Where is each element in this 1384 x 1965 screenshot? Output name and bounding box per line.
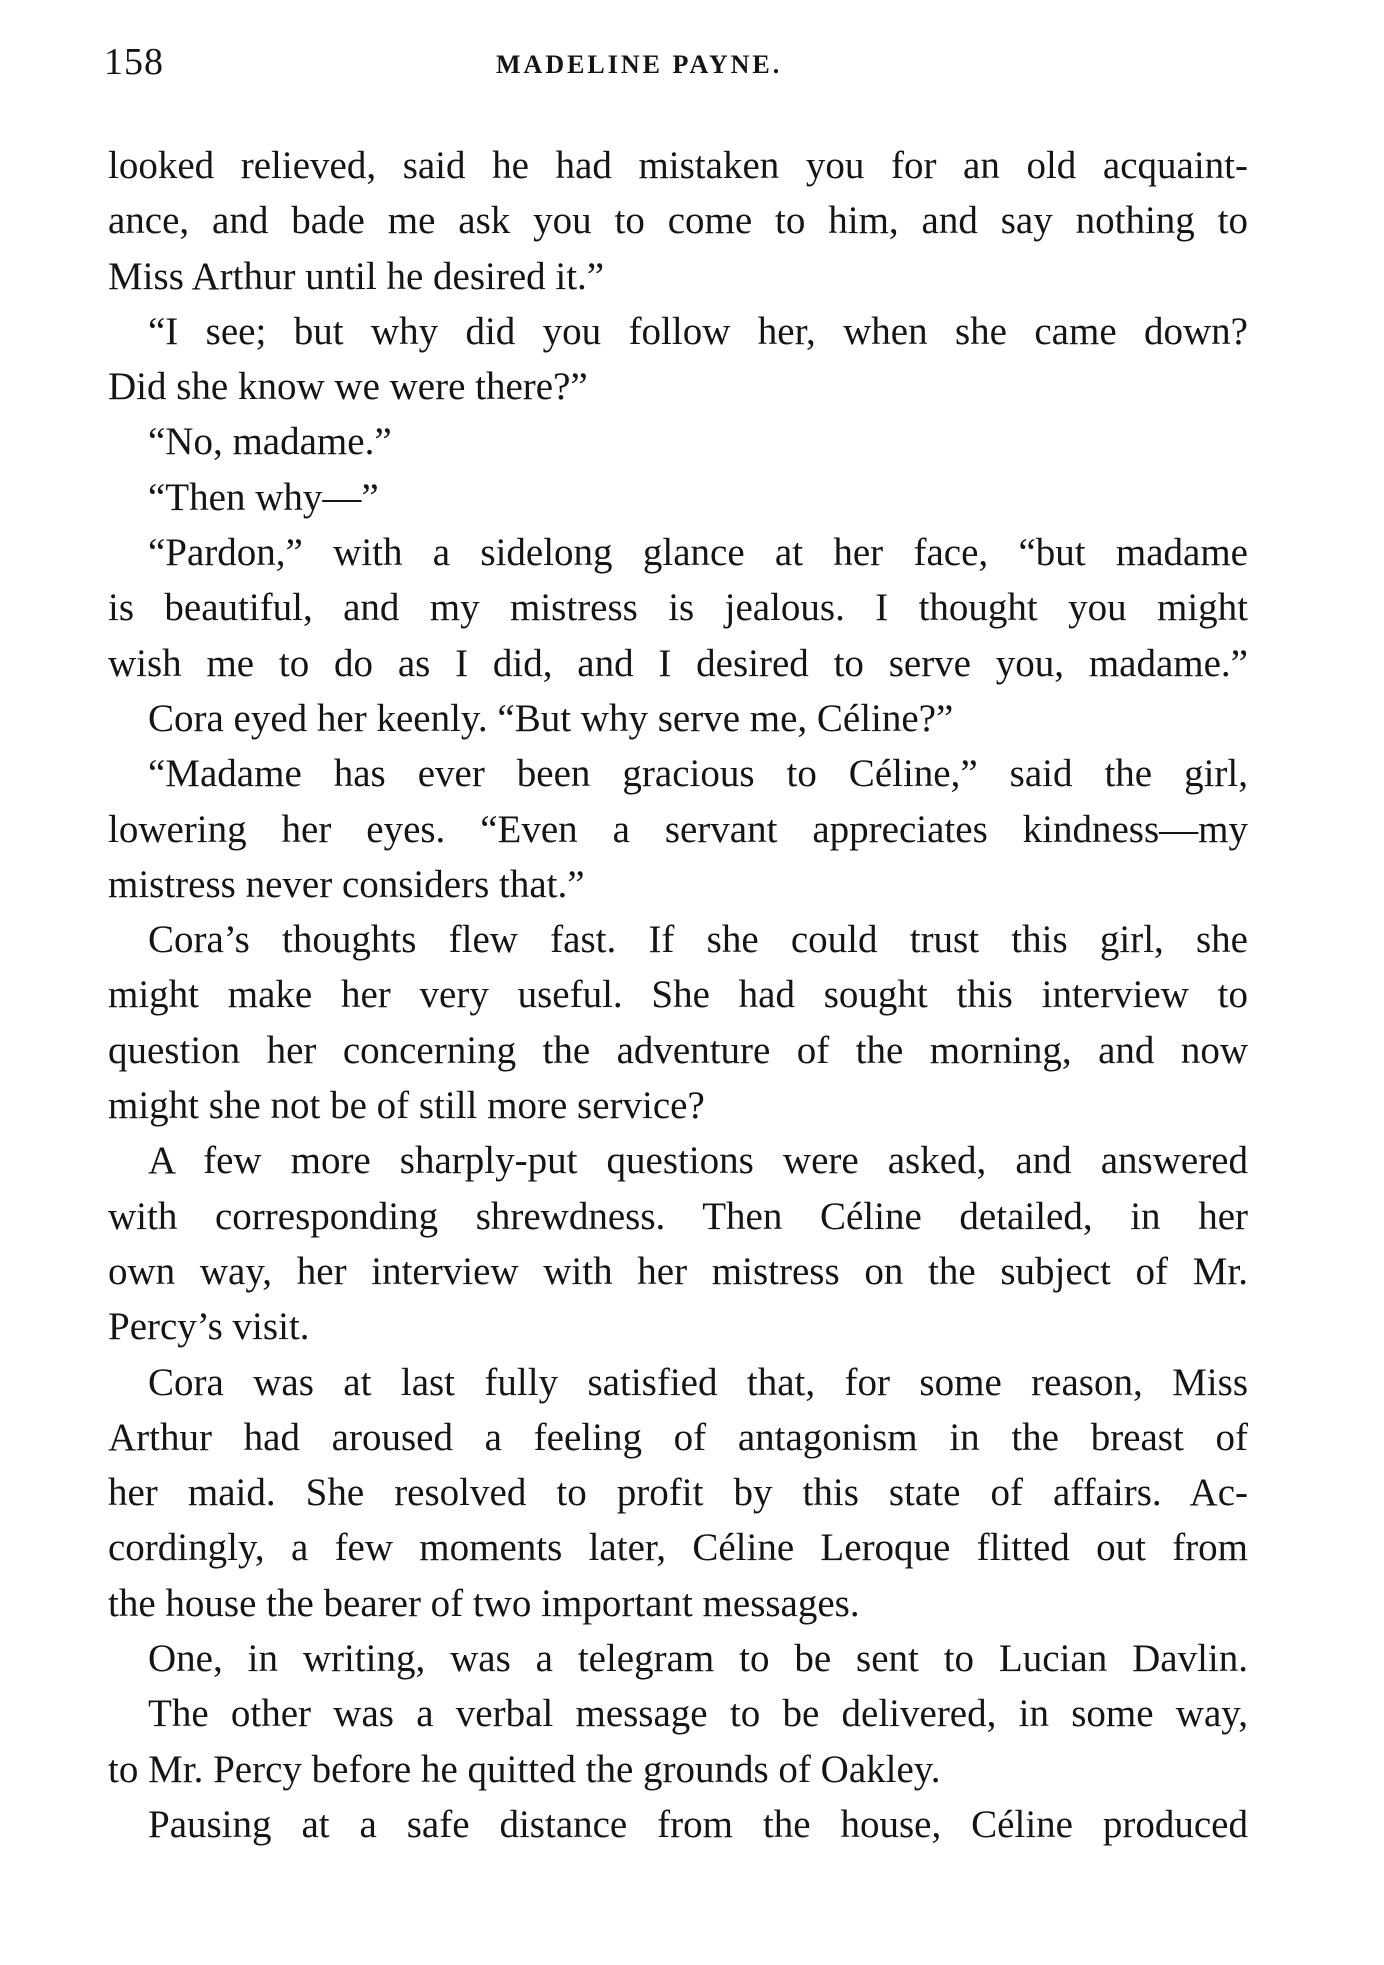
text-line: Percy’s visit. <box>108 1305 310 1349</box>
text-line: Arthur had aroused a feeling of antagonism in the breast of <box>108 1415 1248 1459</box>
text-line: might make her very useful. She had sought this interview to <box>108 973 1248 1017</box>
text-line: her maid. She resolved to profit by this state of affairs. Ac- <box>108 1471 1248 1515</box>
text-line: own way, her interview with her mistress on the subject of Mr. <box>108 1249 1248 1293</box>
text-line: Cora was at last fully satisfied that, for some reason, Miss <box>148 1360 1248 1404</box>
text-line: Cora eyed her keenly. “But why serve me, Céline?” <box>148 696 954 740</box>
text-line: A few more sharply-put questions were asked, and answered <box>148 1139 1248 1183</box>
text-line: is beautiful, and my mistress is jealous. I thought you might <box>108 586 1248 630</box>
text-line: “Pardon,” with a sidelong glance at her face, “but madame <box>148 531 1248 575</box>
text-line: “Madame has ever been gracious to Céline,” said the girl, <box>148 752 1248 796</box>
text-line: Pausing at a safe distance from the house, Céline produced <box>148 1802 1248 1846</box>
text-line: mistress never considers that.” <box>108 862 585 906</box>
text-line: Cora’s thoughts flew fast. If she could trust this girl, she <box>148 918 1248 962</box>
body-text <box>108 138 1248 1852</box>
text-line: looked relieved, said he had mistaken you for an old acquaint- <box>108 144 1248 187</box>
text-line: cordingly, a few moments later, Céline Leroque flitted out from <box>108 1526 1248 1570</box>
text-line: “I see; but why did you follow her, when she came down? <box>148 309 1248 353</box>
text-line: the house the bearer of two important messages. <box>108 1581 860 1625</box>
text-line: “Then why—” <box>148 475 379 519</box>
text-line: One, in writing, was a telegram to be sent to Lucian Davlin. <box>148 1637 1248 1681</box>
text-line: “No, madame.” <box>148 420 392 464</box>
text-line: Miss Arthur until he desired it.” <box>108 254 605 298</box>
running-title: MADELINE PAYNE. <box>496 50 783 79</box>
text-line: lowering her eyes. “Even a servant appreciates kindness—my <box>108 807 1248 851</box>
text-line: to Mr. Percy before he quitted the grounds of Oakley. <box>108 1747 941 1791</box>
text-line: question her concerning the adventure of the morning, and now <box>108 1028 1248 1072</box>
page-header <box>104 40 1244 100</box>
text-line: Did she know we were there?” <box>108 365 588 409</box>
text-line: might she not be of still more service? <box>108 1084 705 1128</box>
text-line: wish me to do as I did, and I desired to serve you, madame.” <box>108 641 1248 685</box>
page-number: 158 <box>104 41 164 83</box>
text-line: with corresponding shrewdness. Then Céline detailed, in her <box>108 1194 1248 1238</box>
text-line: The other was a verbal message to be delivered, in some way, <box>148 1692 1248 1736</box>
text-line: ance, and bade me ask you to come to him, and say nothing to <box>108 199 1248 243</box>
